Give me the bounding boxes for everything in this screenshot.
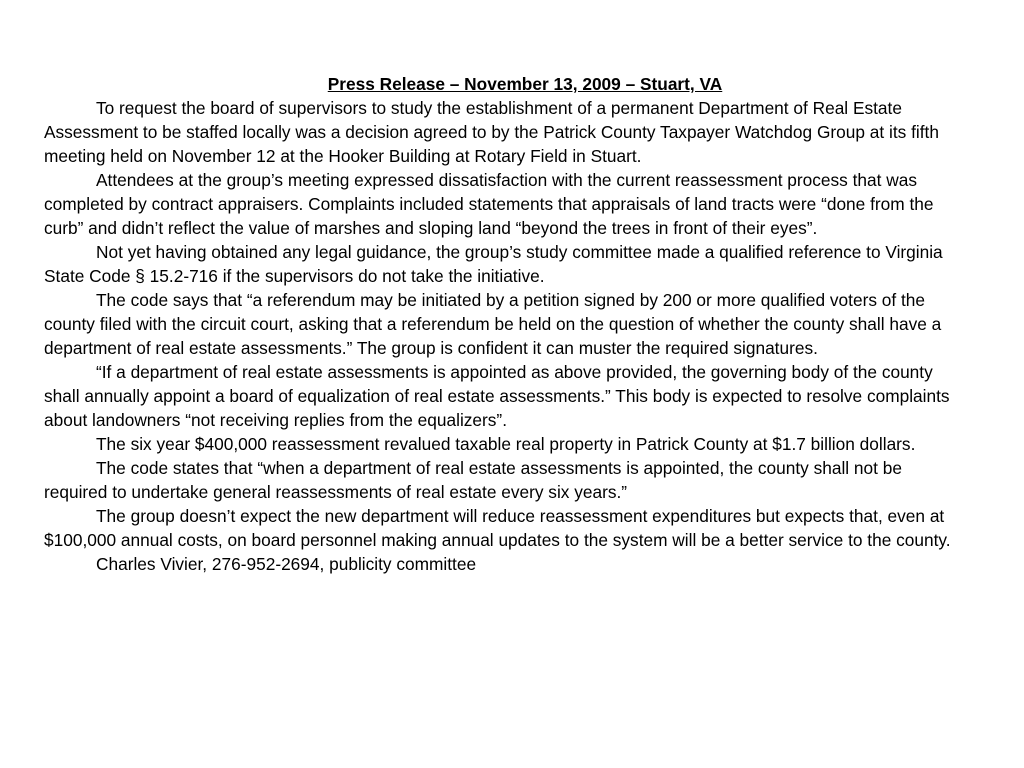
paragraph-reassessment-cost: The six year $400,000 reassessment revalued taxable real property in Patrick County at $1.7 billion dollars. xyxy=(96,434,916,454)
paragraph-board-of-equalization: “If a department of real estate assessments is appointed as above provided, the governing body of the county shall annually appoint a board of equalization of real estate assessments.” This body is expected to resolve complaints about landowners “not receiving replies from the equalizers”. xyxy=(44,362,950,430)
paragraph-code-states: The code states that “when a department of real estate assessments is appointed, the county shall not be required to undertake general reassessments of real estate every six years.” xyxy=(44,458,902,502)
press-release-title: Press Release – November 13, 2009 – Stuart, VA xyxy=(327,74,723,94)
paragraph-contact: Charles Vivier, 276-952-2694, publicity committee xyxy=(96,554,477,574)
paragraph-referendum: The code says that “a referendum may be initiated by a petition signed by 200 or more qualified voters of the county filed with the circuit court, asking that a referendum be held on the question of whether the county shall have a department of real estate assessments.” The group is confident it can muster the required signatures. xyxy=(44,290,942,358)
press-release-document xyxy=(44,72,956,576)
paragraph-dissatisfaction: Attendees at the group’s meeting expressed dissatisfaction with the current reassessment process that was completed by contract appraisers. Complaints included statements that appraisals of land tracts were “done from the curb” and didn’t reflect the value of marshes and sloping land “beyond the trees in front of their eyes”. xyxy=(44,170,934,238)
paragraph-expectations: The group doesn’t expect the new department will reduce reassessment expenditures but expects that, even at $100,000 annual costs, on board personnel making annual updates to the system will be a better service to the county. xyxy=(44,506,951,550)
paragraph-request: To request the board of supervisors to study the establishment of a permanent Department of Real Estate Assessment to be staffed locally was a decision agreed to by the Patrick County Taxpayer Watchdog Group at its fifth meeting held on November 12 at the Hooker Building at Rotary Field in Stuart. xyxy=(44,98,939,166)
paragraph-legal-guidance: Not yet having obtained any legal guidance, the group’s study committee made a qualified reference to Virginia State Code § 15.2-716 if the supervisors do not take the initiative. xyxy=(44,242,943,286)
